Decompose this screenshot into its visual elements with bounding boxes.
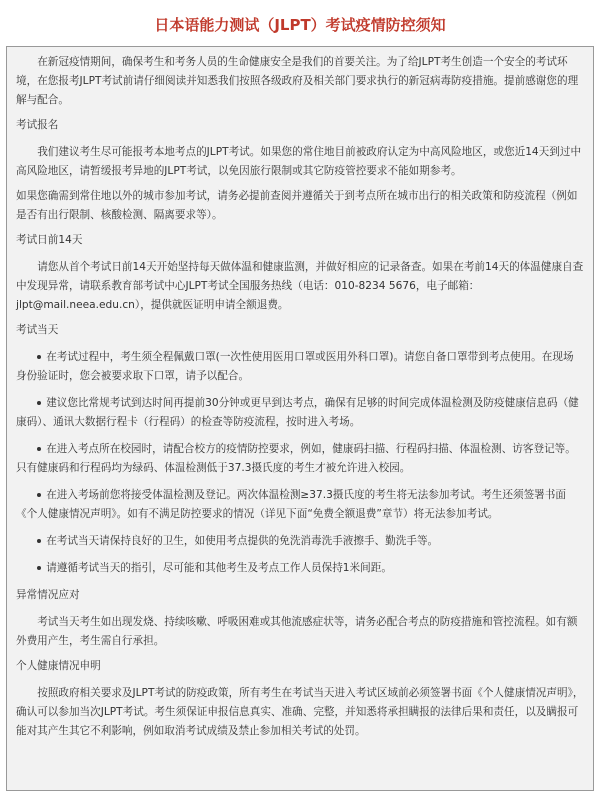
bullet-dot-icon bbox=[37, 401, 41, 405]
before-14-days-paragraph: 请您从首个考试日前14天开始坚持每天做体温和健康监测，并做好相应的记录备查。如果在考前14天的体温健康自查中发现异常，请联系教育部考试中心JLPT考试全国服务热线（电话：010-8234 5676，电子邮箱：jlpt@mail.neea.edu.cn），提供就医证明申请全额退费。 bbox=[16, 261, 584, 311]
bullet-dot-icon bbox=[37, 355, 41, 359]
exam-day-bullet-text: 在进入考场前您将接受体温检测及登记。两次体温检测≥37.3摄氏度的考生将无法参加考试。考生还须签署书面《个人健康情况声明》。如有不满足防控要求的情况（详见下面“免费全额退费”章节）将无法参加考试。 bbox=[16, 489, 566, 520]
abnormal-paragraph: 考试当天考生如出现发烧、持续咳嗽、呼吸困难或其他流感症状等，请务必配合考点的防疫措施和管控流程。如有额外费用产生，考生需自行承担。 bbox=[16, 616, 578, 647]
exam-day-bullet-text: 请遵循考试当天的指引，尽可能和其他考生及考点工作人员保持1米间距。 bbox=[46, 562, 392, 574]
bullet-dot-icon bbox=[37, 447, 41, 451]
exam-day-bullet-6 bbox=[16, 559, 584, 578]
section-heading-before-14-days: 考试日前14天 bbox=[16, 234, 83, 246]
exam-day-bullet-text: 在进入考点所在校园时，请配合校方的疫情防控要求，例如，健康码扫描、行程码扫描、体温检测、访客登记等。只有健康码和行程码均为绿码、体温检测低于37.3摄氏度的考生才被允许进入校园。 bbox=[16, 443, 576, 474]
exam-day-bullet-text: 在考试过程中，考生须全程佩戴口罩(一次性使用医用口罩或医用外科口罩)。请您自备口罩带到考点使用。在现场身份验证时，您会被要求取下口罩，请予以配合。 bbox=[16, 351, 574, 382]
declaration-paragraph: 按照政府相关要求及JLPT考试的防疫政策，所有考生在考试当天进入考试区域前必须签署书面《个人健康情况声明》，确认可以参加当次JLPT考试。考生须保证申报信息真实、准确、完整，并知悉将承担瞒报的法律后果和责任，以及瞒报可能对其产生其它不利影响，例如取消考试成绩及禁止参加相关考试的处罚。 bbox=[16, 687, 584, 737]
section-heading-exam-day: 考试当天 bbox=[16, 324, 59, 336]
section-heading-registration: 考试报名 bbox=[16, 119, 59, 131]
exam-day-bullet-text: 在考试当天请保持良好的卫生，如使用考点提供的免洗消毒洗手液擦手、勤洗手等。 bbox=[46, 535, 439, 547]
exam-day-bullet-text: 建议您比常规考试到达时间再提前30分钟或更早到达考点，确保有足够的时间完成体温检测及防疫健康信息码（健康码）、通讯大数据行程卡（行程码）的检查等防疫流程，按时进入考场。 bbox=[16, 397, 579, 428]
section-heading-declaration: 个人健康情况申明 bbox=[16, 660, 101, 672]
bullet-dot-icon bbox=[37, 493, 41, 497]
page-title: 日本语能力测试（JLPT）考试疫情防控须知 bbox=[154, 16, 446, 34]
section-heading-abnormal: 异常情况应对 bbox=[16, 589, 80, 601]
bullet-dot-icon bbox=[37, 566, 41, 570]
exam-day-bullet-3 bbox=[16, 440, 584, 478]
notice-content-box bbox=[6, 46, 594, 791]
exam-day-bullet-2 bbox=[16, 394, 584, 432]
exam-day-bullet-1 bbox=[16, 348, 584, 386]
registration-paragraph-1: 我们建议考生尽可能报考本地考点的JLPT考试。如果您的常住地目前被政府认定为中高风险地区，或您近14天到过中高风险地区，请暂缓报考异地的JLPT考试，以免因旅行限制或其它防疫管控要求不能如期参考。 bbox=[16, 146, 582, 177]
registration-paragraph-2: 如果您确需到常住地以外的城市参加考试，请务必提前查阅并遵循关于到考点所在城市出行的相关政策和防疫流程（例如是否有出行限制、核酸检测、隔离要求等）。 bbox=[16, 190, 578, 221]
bullet-dot-icon bbox=[37, 539, 41, 543]
exam-day-bullet-5 bbox=[16, 532, 584, 551]
exam-day-bullet-4 bbox=[16, 486, 584, 524]
intro-paragraph: 在新冠疫情期间，确保考生和考务人员的生命健康安全是我们的首要关注。为了给JLPT考生创造一个安全的考试环境，在您报考JLPT考试前请仔细阅读并知悉我们按照各级政府及相关部门要求执行的新冠病毒防疫措施。提前感谢您的理解与配合。 bbox=[16, 56, 579, 106]
